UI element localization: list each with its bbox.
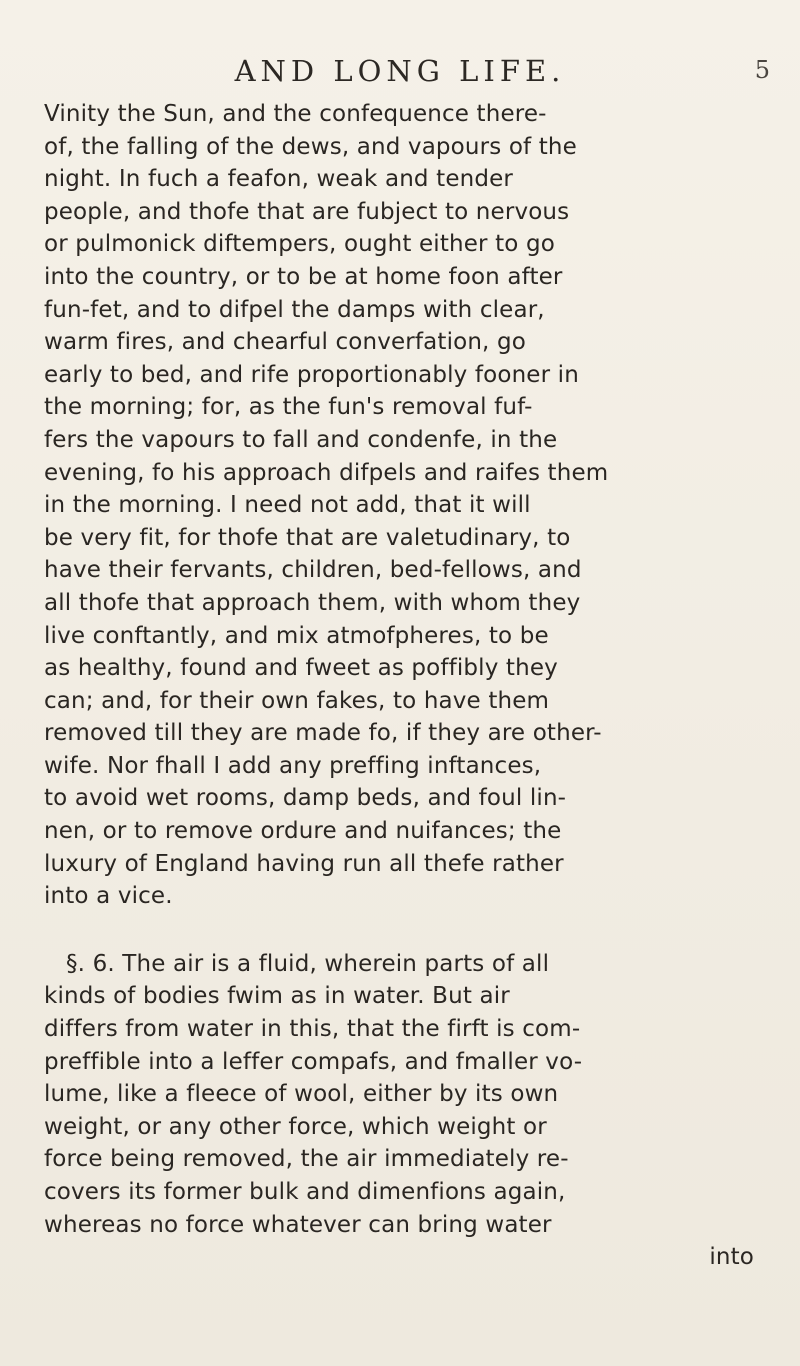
- body-text: [44, 98, 760, 1274]
- text-line: or pulmonick diftempers, ought either to go: [44, 231, 555, 258]
- text-line: §. 6. The air is a fluid, wherein parts of all: [66, 950, 550, 977]
- text-line: into the country, or to be at home foon after: [44, 263, 563, 290]
- text-line: to avoid wet rooms, damp beds, and foul lin-: [44, 785, 567, 812]
- text-line: preffible into a leffer compafs, and fmaller vo-: [44, 1048, 583, 1075]
- text-line: lume, like a fleece of wool, either by its own: [44, 1081, 559, 1108]
- text-line: nen, or to remove ordure and nuifances; the: [44, 818, 562, 845]
- catchword: into: [709, 1244, 754, 1271]
- text-line: luxury of England having run all thefe rather: [44, 850, 564, 877]
- text-line: can; and, for their own fakes, to have them: [44, 687, 550, 714]
- text-line: night. In fuch a feafon, weak and tender: [44, 166, 513, 193]
- text-line: people, and thofe that are fubject to nervous: [44, 198, 570, 225]
- text-line: Vinity the Sun, and the confequence there-: [44, 101, 547, 127]
- text-line: whereas no force whatever can bring water: [44, 1211, 552, 1238]
- page-number: 5: [754, 56, 770, 84]
- text-line: live conftantly, and mix atmofpheres, to be: [44, 622, 549, 649]
- text-line: warm fires, and chearful converfation, go: [44, 329, 526, 356]
- text-line: have their fervants, children, bed-fellows, and: [44, 557, 582, 584]
- text-line: all thofe that approach them, with whom they: [44, 589, 581, 616]
- page-header: [0, 54, 800, 94]
- text-line: fers the vapours to fall and condenfe, in the: [44, 426, 558, 453]
- text-line: force being removed, the air immediately re-: [44, 1146, 569, 1173]
- text-line: in the morning. I need not add, that it will: [44, 492, 531, 519]
- text-line: wife. Nor fhall I add any preffing inftances,: [44, 752, 542, 779]
- text-line: removed till they are made fo, if they are other-: [44, 720, 602, 747]
- text-line: as healthy, found and fweet as poffibly they: [44, 655, 558, 682]
- paragraph-gap: [44, 913, 760, 948]
- text-line: be very fit, for thofe that are valetudinary, to: [44, 524, 571, 551]
- text-line: of, the falling of the dews, and vapours of the: [44, 133, 577, 160]
- text-line: fun-fet, and to difpel the damps with clear,: [44, 296, 545, 323]
- text-line: evening, fo his approach difpels and raifes them: [44, 459, 609, 486]
- text-line: into a vice.: [44, 883, 173, 910]
- paragraph-2: [44, 948, 760, 1274]
- paragraph-1: [44, 98, 760, 913]
- text-line: the morning; for, as the fun's removal fuf-: [44, 394, 533, 421]
- text-line: covers its former bulk and dimenfions again,: [44, 1179, 566, 1205]
- text-line: early to bed, and rife proportionably fooner in: [44, 361, 579, 388]
- text-line: differs from water in this, that the firft is com-: [44, 1016, 581, 1043]
- text-line: weight, or any other force, which weight or: [44, 1113, 547, 1140]
- running-head: AND LONG LIFE.: [234, 54, 566, 88]
- text-line: kinds of bodies fwim as in water. But air: [44, 983, 510, 1010]
